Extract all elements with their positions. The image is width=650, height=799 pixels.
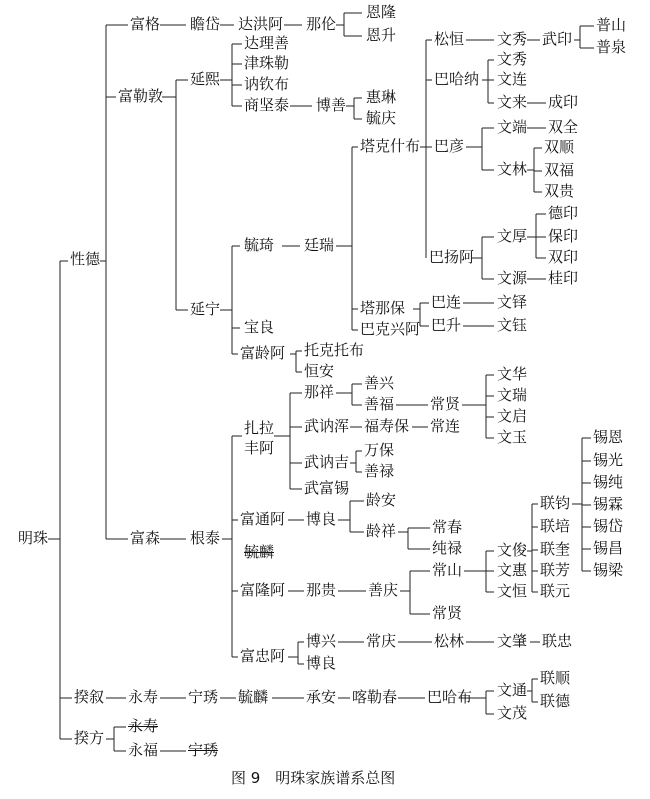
person-node-shuangshun: 双顺: [544, 138, 575, 156]
person-node-baoyin: 保印: [548, 227, 579, 245]
person-node-deyin: 德印: [548, 204, 579, 222]
person-node-mingzhu: 明珠: [18, 529, 49, 547]
person-node-wenyu: 文钰: [497, 316, 528, 334]
person-node-shuanggui: 双贵: [544, 182, 575, 200]
person-node-yuqing: 毓庆: [366, 109, 397, 127]
person-node-boliang1: 博良: [306, 510, 337, 528]
person-node-jinzhule: 津珠勒: [244, 54, 290, 72]
person-node-lingan: 龄安: [366, 491, 397, 509]
person-node-fushoubao: 福寿保: [364, 417, 410, 435]
person-node-liankui: 联奎: [540, 540, 571, 558]
connector-16: [290, 351, 302, 372]
person-node-songheng: 松恒: [434, 30, 465, 48]
person-node-guiyin: 桂印: [548, 269, 579, 287]
person-node-chengan: 承安: [306, 688, 337, 706]
connector-12: [527, 148, 542, 192]
person-node-liande: 联德: [540, 692, 571, 710]
person-node-boliang2: 博良: [306, 654, 337, 672]
person-node-neiqinbu: 讷钦布: [244, 75, 290, 93]
person-node-wunahun: 武讷浑: [304, 417, 350, 435]
person-node-fuzhonga: 富忠阿: [240, 647, 286, 665]
person-node-chengyin: 成印: [548, 93, 579, 111]
figure-caption: 图 9 明珠家族谱系总图: [231, 769, 396, 787]
person-node-wanbao: 万保: [364, 441, 395, 459]
connector-18: [274, 393, 302, 489]
person-node-zhalaa-1: 丰阿: [244, 439, 275, 457]
person-node-bakexinga: 巴克兴阿: [360, 320, 421, 338]
person-node-wuyin: 武印: [542, 30, 573, 48]
person-node-wentong: 文通: [497, 681, 528, 699]
person-node-wenhou: 文厚: [497, 227, 528, 245]
person-node-lianyuan: 联元: [540, 582, 571, 600]
person-node-tanabao: 塔那保: [360, 299, 406, 317]
person-node-wenmao: 文茂: [497, 704, 528, 722]
person-node-zhalaa-0: 扎拉: [244, 419, 275, 437]
person-node-nalun: 那伦: [306, 15, 337, 33]
person-node-wenxiu2: 文秀: [497, 50, 528, 68]
person-node-changchun: 常春: [432, 518, 463, 536]
person-node-puquan: 普泉: [596, 38, 627, 56]
person-node-wenhui: 文惠: [497, 561, 528, 579]
person-node-bayanga: 巴扬阿: [429, 248, 475, 266]
person-node-wenduo: 文铎: [497, 293, 528, 311]
person-node-shuangfu: 双福: [544, 161, 575, 179]
person-node-balian: 巴连: [431, 293, 462, 311]
person-node-naxiang: 那祥: [304, 383, 335, 401]
person-node-lianfang: 联芳: [540, 561, 571, 579]
person-node-wenlai: 文来: [497, 93, 528, 111]
person-node-boshan: 博善: [316, 96, 347, 114]
person-node-shuangyin: 双印: [548, 248, 579, 266]
person-node-wenhua: 文华: [497, 365, 528, 383]
person-node-wenzhao: 文肇: [497, 632, 528, 650]
person-node-changxian2: 常贤: [432, 604, 463, 622]
person-node-hengan: 恒安: [304, 362, 335, 380]
person-node-lianzhong: 联忠: [542, 632, 573, 650]
person-node-takeshenbu: 塔克什布: [360, 137, 421, 155]
person-node-xilin: 锡霖: [593, 495, 624, 513]
person-node-wenlin: 文林: [497, 160, 528, 178]
person-node-tuoketuobu: 托克托布: [304, 341, 365, 359]
person-node-xichun: 锡纯: [593, 473, 624, 491]
person-node-shangjiantai: 商坚泰: [244, 96, 290, 114]
person-node-bayan: 巴彦: [434, 137, 465, 155]
person-node-changqing: 常庆: [366, 632, 397, 650]
person-node-yanning: 延宁: [190, 300, 221, 318]
person-node-shuangquan: 双全: [548, 118, 579, 136]
person-node-yanxi: 延熙: [190, 70, 221, 88]
connector-4: [220, 44, 242, 106]
person-node-gentai: 根泰: [190, 529, 221, 547]
person-node-kuifang: 揆方: [74, 729, 105, 747]
connector-9: [466, 26, 594, 48]
person-node-kuixu: 揆叙: [74, 688, 105, 706]
person-node-wenrui: 文瑞: [497, 386, 528, 404]
person-node-wenqi: 文启: [497, 407, 528, 425]
person-node-wenheng: 文恒: [497, 582, 528, 600]
person-node-wenyu2: 文玉: [497, 428, 528, 446]
person-node-xidai: 锡岱: [593, 517, 624, 535]
person-node-ningxiu2: 宁琇: [188, 741, 219, 759]
person-node-yongfu: 永福: [128, 741, 159, 759]
person-node-wenxiu1: 文秀: [497, 30, 528, 48]
person-node-yongshou2: 永寿: [128, 717, 159, 735]
person-node-shanqing: 善庆: [368, 581, 399, 599]
person-node-basheng: 巴升: [431, 316, 462, 334]
connector-25: [464, 551, 494, 592]
connector-20: [462, 375, 494, 438]
person-node-pushan: 普山: [596, 16, 627, 34]
person-node-tingrui: 廷瑞: [304, 236, 335, 254]
person-node-wenyuan: 文源: [497, 269, 528, 287]
person-node-lianjun: 联钧: [540, 494, 571, 512]
person-node-enlong: 恩隆: [366, 3, 397, 21]
person-node-baoliang: 宝良: [244, 318, 275, 336]
person-node-songlin: 松林: [434, 632, 465, 650]
person-node-wenduan: 文端: [497, 118, 528, 136]
person-node-zhandai: 瞻岱: [190, 15, 221, 33]
person-node-yulin2: 毓麟: [238, 688, 269, 706]
person-node-dalishan: 达理善: [244, 34, 290, 52]
person-node-wufuxi: 武富锡: [304, 479, 350, 497]
person-node-dahonga: 达洪阿: [238, 15, 284, 33]
person-node-yongshou1: 永寿: [128, 688, 159, 706]
person-node-ensheng: 恩升: [366, 26, 397, 44]
person-node-wunaji: 武讷吉: [304, 453, 350, 471]
person-node-fulehun: 富勒敦: [118, 87, 164, 105]
person-node-xiguang: 锡光: [593, 451, 624, 469]
person-node-fuge: 富格: [130, 15, 161, 33]
person-node-shanlu: 善禄: [364, 462, 395, 480]
person-node-changlian: 常连: [430, 417, 461, 435]
person-node-xien: 锡恩: [593, 428, 624, 446]
person-node-xichang: 锡昌: [593, 539, 624, 557]
connector-3: [162, 80, 188, 310]
person-node-changxian1: 常贤: [430, 395, 461, 413]
connector-26: [527, 504, 538, 592]
person-node-yulin1: 毓麟: [244, 543, 275, 561]
person-node-xingde: 性德: [70, 250, 101, 268]
person-node-bahabu: 巴哈布: [427, 688, 473, 706]
person-node-fulonga: 富隆阿: [240, 581, 286, 599]
person-node-lianpei: 联培: [540, 517, 571, 535]
connector-14: [527, 214, 546, 258]
person-node-kalechun: 喀勒春: [352, 688, 398, 706]
person-node-boxing: 博兴: [306, 632, 337, 650]
connector-0: [48, 261, 72, 739]
connector-23: [398, 528, 430, 549]
person-node-xiliang: 锡梁: [593, 561, 624, 579]
person-node-wenlian: 文连: [497, 70, 528, 88]
person-node-chunlu: 纯禄: [432, 539, 463, 557]
person-node-wenjun: 文俊: [497, 541, 528, 559]
person-node-changshan: 常山: [432, 561, 463, 579]
person-node-fulinga: 富龄阿: [240, 344, 286, 362]
person-node-shanfu: 善福: [364, 395, 395, 413]
person-node-shanxing: 善兴: [364, 374, 395, 392]
connector-6: [220, 246, 240, 354]
person-node-ningxiu1: 宁琇: [188, 688, 219, 706]
person-node-futonga: 富通阿: [240, 510, 286, 528]
person-node-lingxiang: 龄祥: [366, 522, 397, 540]
connector-8: [420, 40, 432, 258]
connector-27: [572, 438, 591, 571]
person-node-yuqi: 毓琦: [244, 236, 275, 254]
person-node-bahana: 巴哈纳: [434, 70, 480, 88]
person-node-huilin: 惠琳: [366, 88, 397, 106]
person-node-fusen: 富森: [130, 529, 161, 547]
person-node-lianshun: 联顺: [540, 669, 571, 687]
person-node-nagui: 那贵: [306, 581, 337, 599]
